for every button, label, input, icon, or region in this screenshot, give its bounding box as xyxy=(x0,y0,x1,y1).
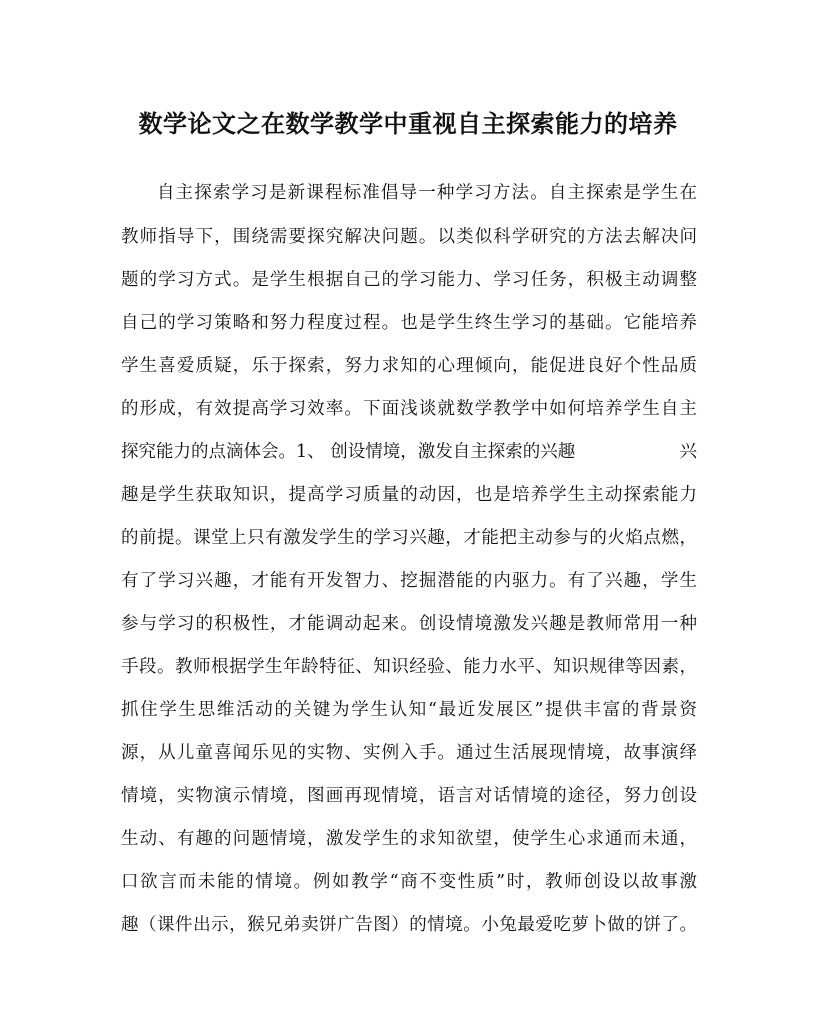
paragraph-line: 的前提。课堂上只有激发学生的学习兴趣，才能把主动参与的火焰点燃， xyxy=(121,528,697,548)
paragraph-line: 教师指导下，围绕需要探究解决问题。以类似科学研究的方法去解决问 xyxy=(121,227,697,247)
paragraph-line: 的形成，有效提高学习效率。下面浅谈就数学教学中如何培养学生自主 xyxy=(121,399,697,419)
paragraph-line: 源，从儿童喜闻乐见的实物、实例入手。通过生活展现情境，故事演绎 xyxy=(121,743,697,763)
paragraph-line: 自主探索学习是新课程标准倡导一种学习方法。自主探索是学生在 xyxy=(157,183,697,203)
document-title: 数学论文之在数学教学中重视自主探索能力的培养 xyxy=(138,109,678,138)
paragraph-line: 题的学习方式。是学生根据自己的学习能力、学习任务，积极主动调整 xyxy=(121,270,697,290)
paragraph-line: 参与学习的积极性，才能调动起来。创设情境激发兴趣是教师常用一种 xyxy=(121,614,697,634)
paragraph-line: 生动、有趣的问题情境，激发学生的求知欲望，使学生心求通而未通， xyxy=(121,829,697,849)
line-end-text: 兴 xyxy=(679,442,697,462)
paragraph-line: 情境，实物演示情境，图画再现情境，语言对话情境的途径，努力创设 xyxy=(121,786,697,806)
paragraph-line: 趣是学生获取知识，提高学习质量的动因，也是培养学生主动探索能力 xyxy=(121,485,697,505)
paragraph-line: 抓住学生思维活动的关键为学生认知“最近发展区”提供丰富的背景资 xyxy=(121,700,697,720)
paragraph-line: 趣（课件出示，猴兄弟卖饼广告图）的情境。小兔最爱吃萝卜做的饼了。 xyxy=(121,915,697,935)
paragraph-line: 有了学习兴趣，才能有开发智力、挖掘潜能的内驱力。有了兴趣，学生 xyxy=(121,571,697,591)
paragraph-line: 学生喜爱质疑，乐于探索，努力求知的心理倾向，能促进良好个性品质 xyxy=(121,356,697,376)
paragraph-line: 口欲言而未能的情境。例如教学“商不变性质”时，教师创设以故事激 xyxy=(121,872,697,892)
paragraph-line: 手段。教师根据学生年龄特征、知识经验、能力水平、知识规律等因素， xyxy=(121,657,697,677)
paragraph-line xyxy=(121,439,697,465)
section-heading-text: 探究能力的点滴体会。1、 创设情境，激发自主探索的兴趣 xyxy=(121,442,576,462)
paragraph-line: 自己的学习策略和努力程度过程。也是学生终生学习的基础。它能培养 xyxy=(121,313,697,333)
